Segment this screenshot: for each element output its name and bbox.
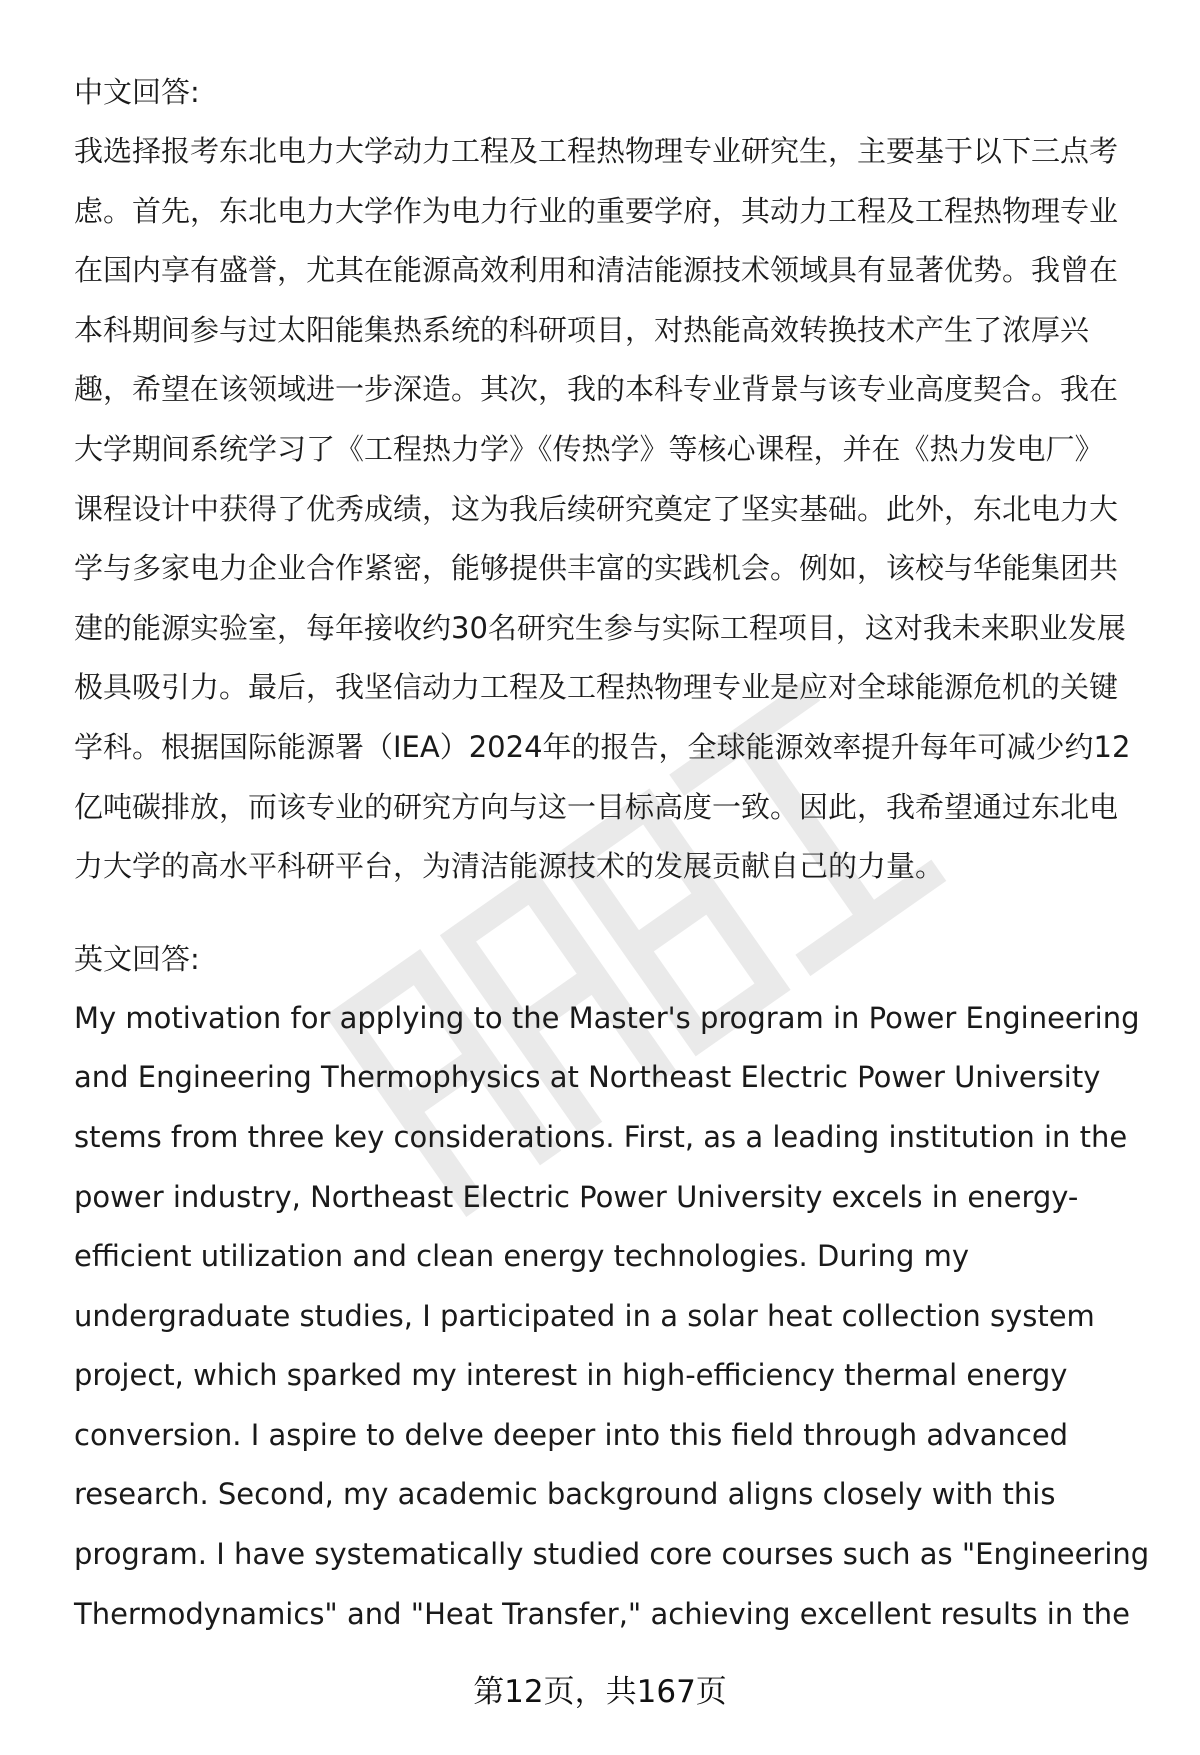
zh-text-line: 亿吨碳排放，而该专业的研究方向与这一目标高度一致。因此，我希望通过东北电 [74, 789, 1119, 824]
document-body [74, 62, 1154, 1644]
zh-text-line: 建的能源实验室，每年接收约30名研究生参与实际工程项目，这对我未来职业发展 [74, 610, 1126, 645]
zh-text-line: 力大学的高水平科研平台，为清洁能源技术的发展贡献自己的力量。 [74, 849, 945, 884]
zh-text-line: 学与多家电力企业合作紧密，能够提供丰富的实践机会。例如，该校与华能集团共 [74, 551, 1119, 586]
en-answer-paragraph [74, 989, 1154, 1645]
en-text-line: conversion. I aspire to delve deeper into this field through advanced [74, 1417, 1069, 1452]
zh-answer-heading: 中文回答: [74, 75, 200, 109]
en-text-line: power industry, Northeast Electric Power University excels in energy- [74, 1179, 1079, 1214]
en-text-line: undergraduate studies, I participated in a solar heat collection system [74, 1298, 1095, 1333]
zh-text-line: 虑。首先，东北电力大学作为电力行业的重要学府，其动力工程及工程热物理专业 [74, 193, 1119, 228]
zh-text-line: 趣，希望在该领域进一步深造。其次，我的本科专业背景与该专业高度契合。我在 [74, 372, 1119, 407]
en-text-line: program. I have systematically studied core courses such as "Engineering [74, 1537, 1150, 1572]
page-number-footer: 第12页，共167页 [473, 1674, 727, 1710]
en-text-line: Thermodynamics" and "Heat Transfer," achieving excellent results in the [74, 1596, 1131, 1631]
zh-text-line: 大学期间系统学习了《工程热力学》《传热学》等核心课程，并在《热力发电厂》 [74, 431, 1104, 466]
en-answer-heading: 英文回答: [74, 941, 200, 976]
zh-text-line: 课程设计中获得了优秀成绩，这为我后续研究奠定了坚实基础。此外，东北电力大 [74, 491, 1119, 526]
zh-text-line: 我选择报考东北电力大学动力工程及工程热物理专业研究生，主要基于以下三点考 [74, 134, 1119, 168]
zh-text-line: 极具吸引力。最后，我坚信动力工程及工程热物理专业是应对全球能源危机的关键 [74, 670, 1119, 705]
section-spacer [74, 897, 1154, 929]
en-text-line: stems from three key considerations. First, as a leading institution in the [74, 1119, 1128, 1154]
en-text-line: project, which sparked my interest in high-efficiency thermal energy [74, 1358, 1068, 1393]
zh-text-line: 学科。根据国际能源署（IEA）2024年的报告，全球能源效率提升每年可减少约12 [74, 729, 1131, 764]
zh-text-line: 本科期间参与过太阳能集热系统的科研项目，对热能高效转换技术产生了浓厚兴 [74, 312, 1090, 347]
en-text-line: research. Second, my academic background aligns closely with this [74, 1477, 1056, 1512]
zh-text-line: 在国内享有盛誉，尤其在能源高效利用和清洁能源技术领域具有显著优势。我曾在 [74, 253, 1119, 288]
en-text-line: My motivation for applying to the Master's program in Power Engineering [74, 1000, 1140, 1035]
en-text-line: efficient utilization and clean energy technologies. During my [74, 1239, 970, 1274]
en-text-line: and Engineering Thermophysics at Northeast Electric Power University [74, 1060, 1101, 1095]
zh-answer-paragraph [74, 122, 1154, 897]
